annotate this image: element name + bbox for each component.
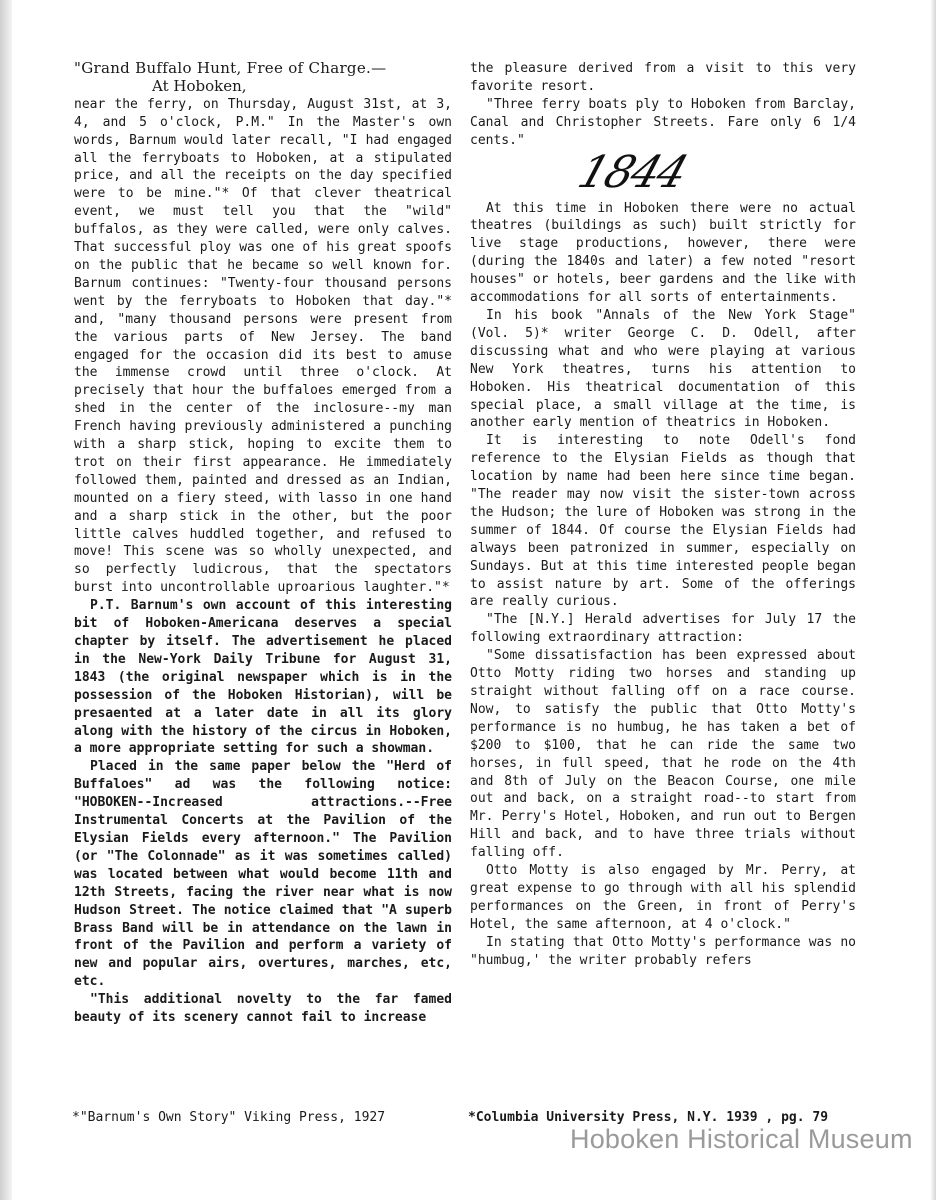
body-paragraph: In stating that Otto Motty's performance was no "humbug,' the writer probably refers xyxy=(470,934,856,968)
body-paragraph: near the ferry, on Thursday, August 31st, at 3, 4, and 5 o'clock, P.M." In the Master's own words, Barnum would later recall, "I had engaged all the ferryboats to Hoboken, at a stipulated price, and all the receipts on the day specified were to be mine."* Of that clever theatrical event, we must tell you that the "wild" buffalos, as they were called, were only calves. That successful ploy was one of his great spoofs on the public that he became so well known for. Barnum continues: "Twenty-four thousand persons went by the ferryboats to Hoboken that day."* and, "many thousand persons were present from the various parts of New Jersey. The band engaged for the occasion did its best to amuse the immense crowd until three o'clock. At precisely that hour the buffaloes emerged from a shed in the center of the inclosure--my man French having previously administered a punching with a sharp stick, hoping to excite them to trot on their first appearance. He immediately followed them, painted and dressed as an Indian, mounted on a fiery steed, with lasso in one hand and a sharp stick in the other, but the poor little calves huddled together, and refused to move! This scene was so wholly unexpected, and so perfectly ludicrous, that the spectators burst into uncontrollable uproarious laughter."* xyxy=(74,96,452,596)
watermark-text: Hoboken Historical Museum xyxy=(570,1124,913,1154)
body-paragraph: Otto Motty is also engaged by Mr. Perry, at great expense to go through with all his splendid performances on the Green, in front of Perry's Hotel, the same afternoon, at 4 o'clock." xyxy=(470,863,856,932)
article-subheading: At Hoboken, xyxy=(152,76,247,95)
body-paragraph: P.T. Barnum's own account of this interesting bit of Hoboken-Americana deserves a special chapter by itself. The advertisement he placed in the New-York Daily Tribune for August 31, 1843 (the original newspaper which is in the possession of the Hoboken Historian), will be presaented at a later date in all its glory along with the history of the circus in Hoboken, a more appropriate setting for such a showman. xyxy=(74,598,452,757)
body-paragraph: In his book "Annals of the New York Stage" (Vol. 5)* writer George C. D. Odell, after discussing what and who were playing at various New York theatres, turns his attention to Hoboken. His theatrical documentation of this special place, a small village at the time, is another early mention of theatrics in Hoboken. xyxy=(470,307,856,431)
body-paragraph: It is interesting to note Odell's fond reference to the Elysian Fields as though that location by name had been here since time began. "The reader may now visit the sister-town across the Hudson; the lure of Hoboken was strong in the summer of 1844. Of course the Elysian Fields had always been patronized in summer, especially on Sundays. But at this time interested people began to assist nature by art. Some of the offerings are really curious. xyxy=(470,433,856,610)
body-paragraph: At this time in Hoboken there were no actual theatres (buildings as such) built strictly for live stage productions, however, there were (during the 1840s and later) a few noted "resort houses" or hotels, beer gardens and the like with accommodations for all sorts of entertainments. xyxy=(470,200,856,306)
body-paragraph: Placed in the same paper below the "Herd of Buffaloes" ad was the following notice: "HOBOKEN--Increased attractions.--Free Instrumental Concerts at the Pavilion of the Elysian Fields every afternoon." The Pavilion (or "The Colonnade" as it was sometimes called) was located between what would become 11th and 12th Streets, facing the river near what is now Hudson Street. The notice claimed that "A superb Brass Band will be in attendance on the lawn in front of the Pavilion and perform a variety of new and popular airs, overtures, marches, etc, etc. xyxy=(74,759,452,990)
footnote-left: *"Barnum's Own Story" Viking Press, 1927 xyxy=(72,1110,386,1125)
body-paragraph: "This additional novelty to the far famed beauty of its scenery cannot fail to increase xyxy=(74,992,452,1026)
body-paragraph: "Three ferry boats ply to Hoboken from Barclay, Canal and Christopher Streets. Fare only 6 1/4 cents." xyxy=(470,96,856,148)
right-column xyxy=(470,60,856,970)
handwritten-year: 1844 xyxy=(571,146,693,198)
body-paragraph: the pleasure derived from a visit to this very favorite resort. xyxy=(470,61,856,94)
left-column xyxy=(74,60,452,1027)
body-paragraph: "Some dissatisfaction has been expressed about Otto Motty riding two horses and standing up straight without falling off on a race course. Now, to satisfy the public that Otto Motty's performance is no humbug, he has taken a bet of $200 to $100, that he can ride the same two horses, in full speed, that he rode on the 4th and 8th of July on the Beacon Course, one mile out and back, on a straight road--to start from Mr. Perry's Hotel, Hoboken, and run out to Bergen Hill and back, and to have three trials without falling off. xyxy=(470,648,856,861)
page-edge-shadow xyxy=(0,0,12,1200)
footnote-right: *Columbia University Press, N.Y. 1939 , pg. 79 xyxy=(468,1110,829,1125)
body-paragraph: "The [N.Y.] Herald advertises for July 17 the following extraordinary attraction: xyxy=(470,612,856,646)
article-heading: "Grand Buffalo Hunt, Free of Charge.— xyxy=(74,59,387,77)
page-edge-right xyxy=(930,0,936,1200)
